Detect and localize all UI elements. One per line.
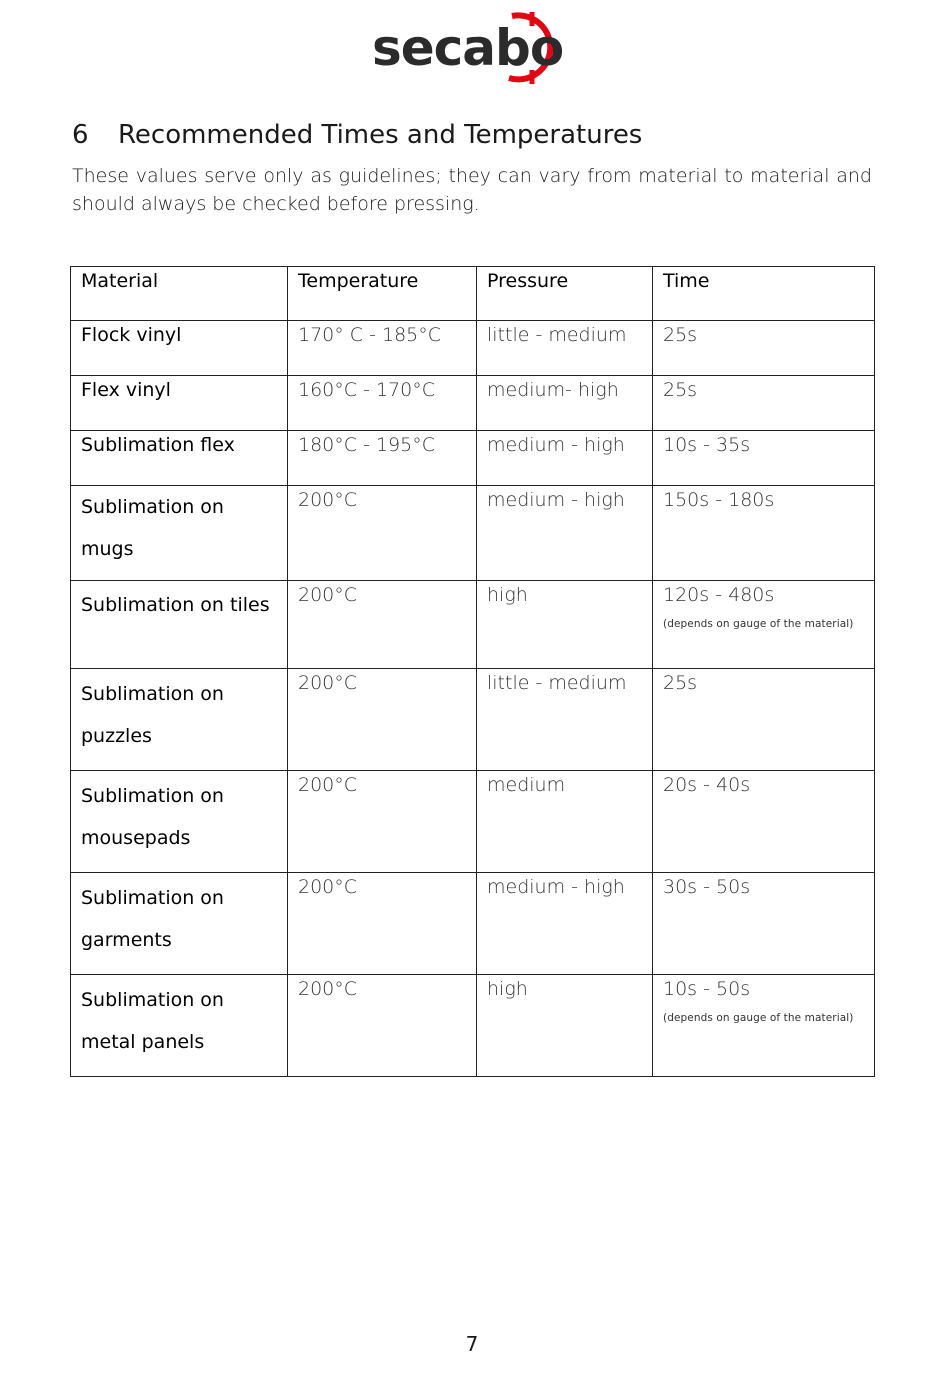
cell-pressure: medium bbox=[477, 771, 653, 873]
cell-temperature: 200°C bbox=[288, 486, 477, 581]
header-pressure: Pressure bbox=[477, 267, 653, 321]
header-material: Material bbox=[71, 267, 288, 321]
cell-material: Sublimation on metal panels bbox=[71, 975, 288, 1077]
table-header-row bbox=[71, 267, 875, 321]
cell-time: 25s bbox=[653, 321, 875, 376]
intro-paragraph: These values serve only as guidelines; they can vary from material to material and should always be checked before pressing. bbox=[72, 165, 872, 215]
cell-pressure: high bbox=[477, 581, 653, 669]
cell-temperature: 180°C - 195°C bbox=[288, 431, 477, 486]
section-heading bbox=[72, 116, 642, 154]
section-title: Recommended Times and Temperatures bbox=[118, 120, 643, 150]
cell-material: Sublimation on mugs bbox=[71, 486, 288, 581]
table-row bbox=[71, 486, 875, 581]
times-temperatures-table bbox=[70, 266, 875, 1077]
cell-time: 25s bbox=[653, 376, 875, 431]
cell-time: 10s - 35s bbox=[653, 431, 875, 486]
cell-temperature: 200°C bbox=[288, 669, 477, 771]
cell-pressure: little - medium bbox=[477, 321, 653, 376]
cell-time: 30s - 50s bbox=[653, 873, 875, 975]
table-row bbox=[71, 581, 875, 669]
header-time: Time bbox=[653, 267, 875, 321]
table-row bbox=[71, 321, 875, 376]
gauge-note: (depends on gauge of the material) bbox=[663, 1012, 854, 1024]
cell-material: Flock vinyl bbox=[71, 321, 288, 376]
cell-temperature: 160°C - 170°C bbox=[288, 376, 477, 431]
page-number: 7 bbox=[465, 1332, 479, 1356]
cell-material: Sublimation flex bbox=[71, 431, 288, 486]
cell-pressure: medium- high bbox=[477, 376, 653, 431]
cell-time: 25s bbox=[653, 669, 875, 771]
gauge-note: (depends on gauge of the material) bbox=[663, 618, 854, 630]
cell-pressure: medium - high bbox=[477, 486, 653, 581]
cell-pressure: medium - high bbox=[477, 431, 653, 486]
cell-pressure: high bbox=[477, 975, 653, 1077]
cell-temperature: 200°C bbox=[288, 771, 477, 873]
cell-material: Sublimation on mousepads bbox=[71, 771, 288, 873]
table-row bbox=[71, 873, 875, 975]
cell-material: Sublimation on puzzles bbox=[71, 669, 288, 771]
cell-pressure: little - medium bbox=[477, 669, 653, 771]
cell-time: 120s - 480s (depends on gauge of the material) bbox=[653, 581, 875, 669]
cell-temperature: 170° C - 185°C bbox=[288, 321, 477, 376]
table-row bbox=[71, 376, 875, 431]
table-row bbox=[71, 975, 875, 1077]
cell-temperature: 200°C bbox=[288, 873, 477, 975]
cell-material: Sublimation on tiles bbox=[71, 581, 288, 669]
table-row bbox=[71, 771, 875, 873]
logo-wordmark: secabo bbox=[372, 19, 564, 77]
section-number: 6 bbox=[72, 120, 89, 150]
cell-temperature: 200°C bbox=[288, 581, 477, 669]
cell-pressure: medium - high bbox=[477, 873, 653, 975]
table-row bbox=[71, 669, 875, 771]
table-row bbox=[71, 431, 875, 486]
header-temperature: Temperature bbox=[288, 267, 477, 321]
cell-time: 150s - 180s bbox=[653, 486, 875, 581]
cell-material: Sublimation on garments bbox=[71, 873, 288, 975]
cell-temperature: 200°C bbox=[288, 975, 477, 1077]
secabo-logo bbox=[372, 8, 572, 88]
cell-material: Flex vinyl bbox=[71, 376, 288, 431]
cell-time: 20s - 40s bbox=[653, 771, 875, 873]
cell-time: 10s - 50s (depends on gauge of the material) bbox=[653, 975, 875, 1077]
